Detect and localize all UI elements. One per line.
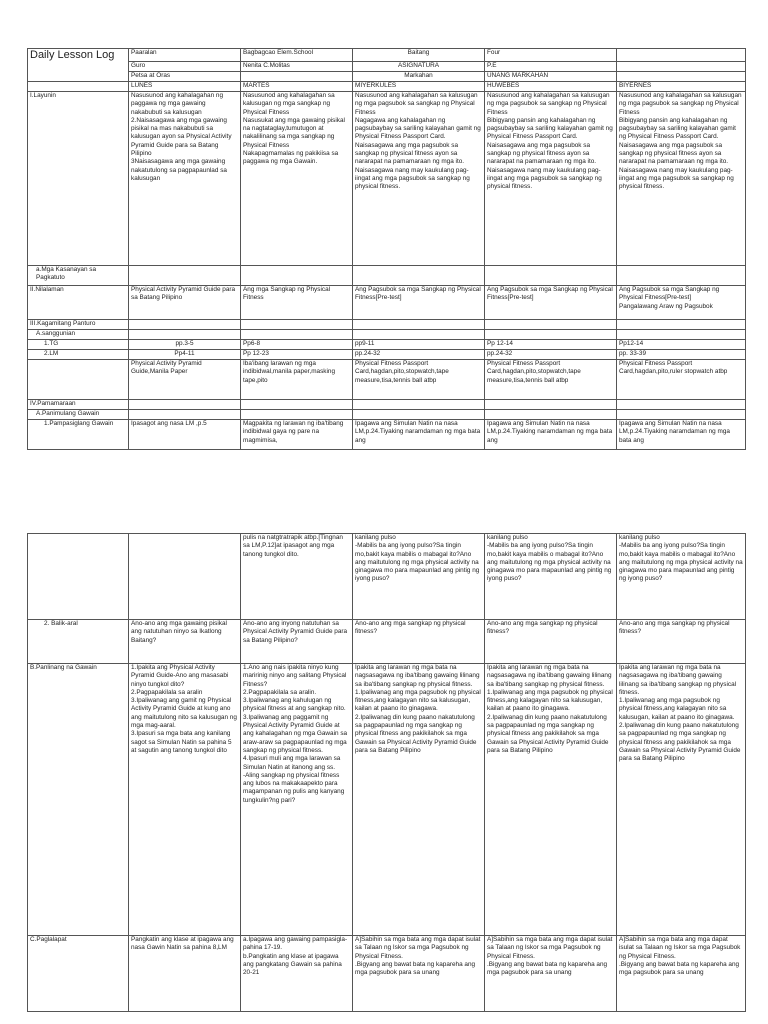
table-cell: pp. 33-39 (617, 350, 746, 360)
table-cell: A]Sabihin sa mga bata ang mga dapat isulat sa Talaan ng Iskor sa mga Pagsubok ng Physical Fitness. .Bigyang ang bawat bata ng kapareha ang mga pagsubok para sa unang (353, 936, 485, 1012)
table-cell (241, 266, 353, 286)
table-cell: Ano-ano ang mga gawaing pisikal ang natutuhan ninyo sa Ikatlong Baitang? (129, 620, 241, 664)
paaralan-value: Bagbagcao Elem.School (241, 49, 353, 62)
paaralan-label: Paaralan (129, 49, 241, 62)
asignatura-value: P.E (485, 62, 617, 72)
table-cell: A]Sabihin sa mga bata ang mga dapat isulat sa Talaan ng Iskor sa mga Pagsubok ng Physical Fitness. .Bigyang ang bawat bata ng kapareha ang mga pagsubok para sa unang (617, 936, 746, 1012)
row-label: B.Panlinang na Gawain (28, 664, 129, 936)
table-cell: Physical Activity Pyramid Guide para sa Batang Pilipino (129, 286, 241, 320)
row-label (28, 360, 129, 400)
row-label: a.Mga Kasanayan sa Pagkatuto (28, 266, 129, 286)
row-label: C.Paglalapat (28, 936, 129, 1012)
table-cell: Physical Fitness Passport Card,hagdan,pito,stopwatch,tape measure,tisa,tennis ball atbp (485, 360, 617, 400)
table-cell (617, 266, 746, 286)
table-cell: Ipakita ang larawan ng mga bata na nagsasagawa ng iba'tibang gawaing lilinang sa iba'tibang sangkap ng physical fitness. 1.Ipaliwanag ang mga pagsubok ng physical fitness,ang kalagayan nito sa kalusugan, kailan at paano ito ginagawa. 2.Ipaliwanag din kung paano nakatutulong sa pagpapaunlad ng mga sangkap ng physical fitness ang pakikilahok sa mga Gawain sa Physical Activity Pyramid Guide para sa Batang Pilipino (353, 664, 485, 936)
markahan-label: Markahan (353, 72, 485, 82)
row-label: III.Kagamitang Panturo (28, 320, 129, 330)
table-cell: Nasusunod ang kahalagahan sa kalusugan ng mga sangkap ng Physical Fitness Nasusukat ang mga gawaing pisikal na nagtataglay,tumutugon at nakalilinang sa mga sangkap ng Physical Fitness Nakapagmamalas ng pakikiisa sa paggawa ng mga Gawain. (241, 92, 353, 266)
table-cell: Ang Pagsubok sa mga Sangkap ng Physical Fitness[Pre-test] (485, 286, 617, 320)
table-cell: Pangkatin ang klase at ipagawa ang nasa Gawin Natin sa pahina 8,LM (129, 936, 241, 1012)
day-header: MARTES (241, 82, 353, 92)
day-header: MIYERKULES (353, 82, 485, 92)
table-cell: Ano-ano ang inyong natutuhan sa Physical Activity Pyramid Guide para sa Batang Pilipino? (241, 620, 353, 664)
day-header: BIYERNES (617, 82, 746, 92)
table-cell: Ang Pagsubok sa mga Sangkap ng Physical Fitness[Pre-test] Pangalawang Araw ng Pagsubok (617, 286, 746, 320)
table-cell: Nasusunod ang kahalagahan sa kalusugan ng mga pagsubok sa sangkap ng Physical Fitness Bibigyang pansin ang kahalagahan ng pagsubaybay sa sariling kalayahan gamit ng Physical Fitness Passport Card. Naisasagawa ang mga pagsubok sa sangkap ng physical fitness ayon sa nararapat na pamamaraan ng mga ito. Naisasagawa nang may kaukulang pag-iingat ang mga pagsubok sa sangkap ng physical fitness. (485, 92, 617, 266)
table-cell: Iba'ibang larawan ng mga indibidwal,manila paper,masking tape,pito (241, 360, 353, 400)
row-label: II.Nilalaman (28, 286, 129, 320)
table-cell: Ipakita ang larawan ng mga bata na nagsasagawa ng iba'tibang gawaing lilinang sa iba'tibang sangkap ng physical fitness. 1.Ipaliwanag ang mga pagsubok ng physical fitness,ang kalagayan nito sa kalusugan, kailan at paano ito ginagawa. 2.Ipaliwanag din kung paano nakatutulong sa pagpapaunlad ng mga sangkap ng physical fitness ang pakikilahok sa mga Gawain sa Physical Activity Pyramid Guide para sa Batang Pilipino (485, 664, 617, 936)
table-cell: Ipasagot ang nasa LM ,p.5 (129, 420, 241, 450)
table-cell: Ipakita ang larawan ng mga bata na nagsasagawa ng iba'tibang gawaing lilinang sa iba'tibang sangkap ng physical fitness. 1.Ipaliwanag ang mga pagsubok ng physical fitness,ang kalagayan nito sa kalusugan, kailan at paano ito ginagawa. 2.Ipaliwanag din kung paano nakatutulong sa pagpapaunlad ng mga sangkap ng physical fitness ang pakikilahok sa mga Gawain sa Physical Activity Pyramid Guide para sa Batang Pilipino (617, 664, 746, 936)
table-cell: Pp 12-23 (241, 350, 353, 360)
table-cell: Magpakita ng larawan ng iba'tibang indibidwal gaya ng pare na magmimisa, (241, 420, 353, 450)
row-label: 2. Balik-aral (28, 620, 129, 664)
table-cell: Physical Fitness Passport Card,hagdan,pito,ruler stopwatch atbp (617, 360, 746, 400)
table-cell: kanilang pulso -Mabilis ba ang iyong pulso?Sa tingin mo,bakit kaya mabilis o mabagal ito?Ano ang maitutulong ng mga physical activity na ginagawa mo para mapaunlad ang pintig ng iyong puso? (617, 534, 746, 620)
table-cell: Pp4-11 (129, 350, 241, 360)
document-title: Daily Lesson Log (28, 49, 129, 82)
table-cell: pp.3-5 (129, 340, 241, 350)
table-cell: Ipagawa ang Simulan Natin na nasa LM,p.24.Tiyaking naramdaman ng mga bata ang (617, 420, 746, 450)
table-cell: A]Sabihin sa mga bata ang mga dapat isulat sa Talaan ng Iskor sa mga Pagsubok ng Physical Fitness. .Bigyang ang bawat bata ng kapareha ang mga pagsubok para sa unang (485, 936, 617, 1012)
table-cell (353, 266, 485, 286)
table-cell: pulis na natgtratrapik atbp.[Tingnan sa LM,P.12]at ipasagot ang mga tanong tungkol dito. (241, 534, 353, 620)
row-label: A.sanggunian (28, 330, 129, 340)
table-cell: Pp12-14 (617, 340, 746, 350)
table-cell (129, 534, 241, 620)
table-cell (129, 266, 241, 286)
table-cell: Ano-ano ang mga sangkap ng physical fitness? (353, 620, 485, 664)
table-cell: Ipagawa ang Simulan Natin na nasa LM,p.24.Tiyaking naramdaman ng mga bata ang (485, 420, 617, 450)
table-cell: Nasusunod ang kahalagahan sa kalusugan ng mga pagsubok sa sangkap ng Physical Fitness Nagagawa ang kahalagahan ng pagsubaybay sa sariling kalayahan gamit ng Physical Fitness Passport Card. Naisasagawa ang mga pagsubok sa sangkap ng physical fitness ayon sa nararapat na pamamaraan ng mga ito. Naisasagawa nang may kaukulang pag-iingat ang mga pagsubok sa sangkap ng physical fitness. (353, 92, 485, 266)
table-cell: Ang mga Sangkap ng Physical Fitness (241, 286, 353, 320)
row-label: I.Layunin (28, 92, 129, 266)
row-label: IV.Pamamaraan (28, 400, 129, 410)
table-cell: a.Ipagawa ang gawaing pampasigla-pahina 17-19. b.Pangkatin ang klase at ipagawa ang pangkatang Gawain sa pahina 20-21 (241, 936, 353, 1012)
table-cell (485, 266, 617, 286)
table-cell: Ang Pagsubok sa mga Sangkap ng Physical Fitness[Pre-test] (353, 286, 485, 320)
table-cell: pp.24-32 (353, 350, 485, 360)
table-cell: Ano-ano ang mga sangkap ng physical fitness? (617, 620, 746, 664)
lesson-log-table-page-2 (27, 533, 746, 1012)
table-cell: 1.Ipakita ang Physical Activity Pyramid Guide-Ano ang masasabi ninyo tungkol dito? 2.Pagpapakilala sa aralin 3.Ipaliwanag ang gamit ng Physical Activity Pyramid Guide at kung ano ang maitutulong nito sa kalusugan ng mga mag-aaral. 3.Ipasuri sa mga bata ang kanilang sagot sa Simulan Natin sa pahina 5 at sagutin ang tanong tungkol dito (129, 664, 241, 936)
table-cell: Pp6-8 (241, 340, 353, 350)
table-cell: Nasusunod ang kahalagahan sa kalusugan ng mga pagsubok sa sangkap ng Physical Fitness Bibigyang pansin ang kahalagahan ng pagsubaybay sa sariling kalayahan gamit ng Physical Fitness Passport Card. Naisasagawa ang mga pagsubok sa sangkap ng physical fitness ayon sa nararapat na pamamaraan ng mga ito. Naisasagawa nang may kaukulang pag-iingat ang mga pagsubok sa sangkap ng physical fitness. (617, 92, 746, 266)
lesson-log-table-page-1 (27, 48, 746, 450)
table-cell: Pp 12-14 (485, 340, 617, 350)
day-header: LUNES (129, 82, 241, 92)
table-cell: kanilang pulso -Mabilis ba ang iyong pulso?Sa tingin mo,bakit kaya mabilis o mabagal ito?Ano ang maitutulong ng mga physical activity na ginagawa mo para mapaunlad ang pintig ng iyong puso? (485, 534, 617, 620)
table-cell: Physical Fitness Passport Card,hagdan,pito,stopwatch,tape measure,tisa,tennis ball atbp (353, 360, 485, 400)
asignatura-label: ASIGNATURA (353, 62, 485, 72)
row-label: 1.Pampasiglang Gawain (28, 420, 129, 450)
guro-label: Guro (129, 62, 241, 72)
table-cell: Nasusunod ang kahalagahan ng paggawa ng mga gawaing nakabubuti sa kalusugan 2.Naisasagawa ang mga gawaing pisikal na mas nakabubuti sa kalusugan ayon sa Physical Activity Pyramid Guide para sa Batang Pilipino 3Naisasagawa ang mga gawaing nakatutulong sa pagpapaunlad sa kalusugan (129, 92, 241, 266)
markahan-value: UNANG MARKAHAN (485, 72, 617, 82)
table-cell: pp9-11 (353, 340, 485, 350)
table-cell: pp.24-32 (485, 350, 617, 360)
row-label: A.Panimulang Gawain (28, 410, 129, 420)
day-header: HUWEBES (485, 82, 617, 92)
table-cell: 1.Ano ang nais ipakita ninyo kung maririnig ninyo ang salitang Physical Fitness? 2.Pagpapakilala sa aralin. 3.Ipaliwanag ang kahulugan ng physical fitness at ang sangkap nito. 3.Ipaliwanag ang paggamit ng Physical Activity Pyramid Guide at ang kahalagahan ng mga Gawain sa araw-araw sa pagpapaunlad ng mga sangkap ng physical fitness. 4.Ipasuri muli ang mga larawan sa Simulan Natin at itanong ang ss. -Aling sangkap ng physical fitness ang lubos na makakaapekto para magampanan ng pulis ang kanyang tungkulin?ng pari? (241, 664, 353, 936)
petsa-label: Petsa at Oras (129, 72, 241, 82)
table-cell: Ipagawa ang Simulan Natin na nasa LM,p.24.Tiyaking naramdaman ng mga bata ang (353, 420, 485, 450)
baitang-value: Four (485, 49, 617, 62)
table-cell: Ano-ano ang mga sangkap ng physical fitness? (485, 620, 617, 664)
baitang-label: Baitang (353, 49, 485, 62)
row-label: 2.LM (28, 350, 129, 360)
table-cell: Physical Activity Pyramid Guide,Manila Paper (129, 360, 241, 400)
row-label: 1.TG (28, 340, 129, 350)
table-cell: kanilang pulso -Mabilis ba ang iyong pulso?Sa tingin mo,bakit kaya mabilis o mabagal ito?Ano ang maitutulong ng mga physical activity na ginagawa mo para mapaunlad ang pintig ng iyong puso? (353, 534, 485, 620)
guro-value: Nenita C.Molitas (241, 62, 353, 72)
